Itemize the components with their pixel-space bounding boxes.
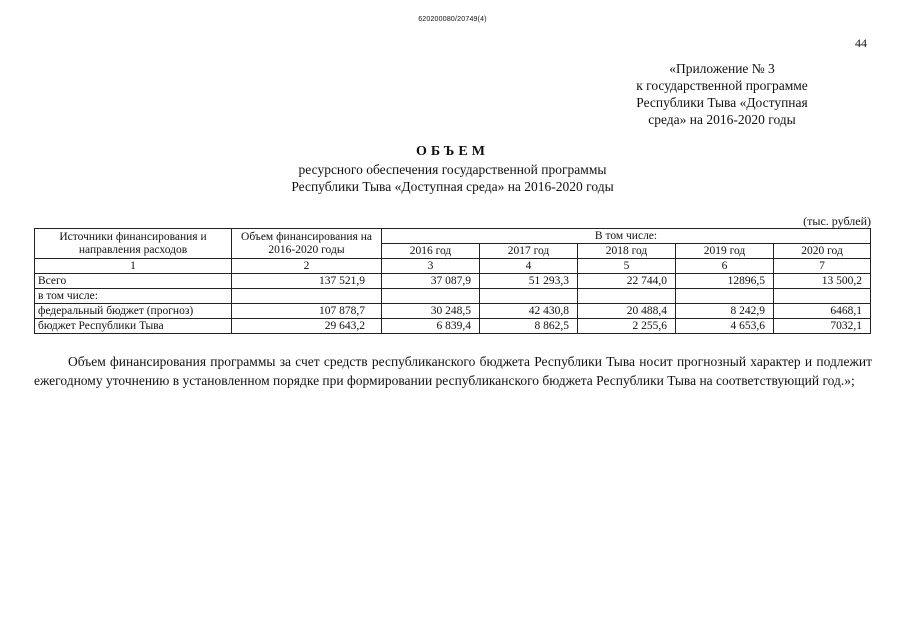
row-value: 8 242,9 <box>676 304 774 319</box>
document-id: 620200080/20749(4) <box>418 16 487 23</box>
page-number: 44 <box>855 36 867 50</box>
row-value <box>382 289 480 304</box>
appendix-line: Республики Тыва «Доступная <box>636 95 808 110</box>
row-value <box>578 289 676 304</box>
row-total: 29 643,2 <box>232 319 382 334</box>
appendix-line: «Приложение № 3 <box>669 61 775 76</box>
document-title <box>0 143 905 195</box>
table-row <box>35 304 871 319</box>
table-row <box>35 274 871 289</box>
header-year: 2016 год <box>382 244 480 259</box>
appendix-reference <box>607 60 837 128</box>
header-total: Объем финансирования на 2016-2020 годы <box>232 229 382 259</box>
row-value: 2 255,6 <box>578 319 676 334</box>
title-main: ОБЪЕМ <box>416 144 489 159</box>
column-number: 1 <box>35 259 232 274</box>
row-value <box>774 289 871 304</box>
row-label: бюджет Республики Тыва <box>35 319 232 334</box>
appendix-line: к государственной программе <box>636 78 808 93</box>
table-row <box>35 289 871 304</box>
header-year: 2019 год <box>676 244 774 259</box>
column-number: 4 <box>480 259 578 274</box>
row-value <box>480 289 578 304</box>
row-label: Всего <box>35 274 232 289</box>
table-header-row <box>35 229 871 244</box>
row-value: 8 862,5 <box>480 319 578 334</box>
row-value <box>676 289 774 304</box>
column-number: 7 <box>774 259 871 274</box>
funding-table <box>34 228 871 334</box>
table-row <box>35 319 871 334</box>
row-value: 20 488,4 <box>578 304 676 319</box>
column-number: 6 <box>676 259 774 274</box>
table-numbering-row <box>35 259 871 274</box>
row-total: 107 878,7 <box>232 304 382 319</box>
row-total: 137 521,9 <box>232 274 382 289</box>
column-number: 5 <box>578 259 676 274</box>
row-value: 6468,1 <box>774 304 871 319</box>
row-total <box>232 289 382 304</box>
row-label: федеральный бюджет (прогноз) <box>35 304 232 319</box>
row-value: 30 248,5 <box>382 304 480 319</box>
header-including: В том числе: <box>382 229 871 244</box>
row-value: 6 839,4 <box>382 319 480 334</box>
row-value: 13 500,2 <box>774 274 871 289</box>
header-sources: Источники финансирования и направления расходов <box>35 229 232 259</box>
row-value: 22 744,0 <box>578 274 676 289</box>
header-year: 2018 год <box>578 244 676 259</box>
title-line: ресурсного обеспечения государственной программы <box>298 162 607 177</box>
row-value: 42 430,8 <box>480 304 578 319</box>
title-line: Республики Тыва «Доступная среда» на 2016-2020 годы <box>291 179 614 194</box>
header-year: 2020 год <box>774 244 871 259</box>
column-number: 3 <box>382 259 480 274</box>
row-label: в том числе: <box>35 289 232 304</box>
body-paragraph: Объем финансирования программы за счет средств республиканского бюджета Республики Тыва носит прогнозный характер и подлежит ежегодному уточнению в установленном порядке при формировании республиканского бюджета Республики Тыва на соответствующий год.»; <box>34 354 872 388</box>
row-value: 37 087,9 <box>382 274 480 289</box>
row-value: 12896,5 <box>676 274 774 289</box>
row-value: 51 293,3 <box>480 274 578 289</box>
appendix-line: среда» на 2016-2020 годы <box>648 112 796 127</box>
row-value: 7032,1 <box>774 319 871 334</box>
column-number: 2 <box>232 259 382 274</box>
units-label: (тыс. рублей) <box>803 214 871 228</box>
row-value: 4 653,6 <box>676 319 774 334</box>
header-year: 2017 год <box>480 244 578 259</box>
